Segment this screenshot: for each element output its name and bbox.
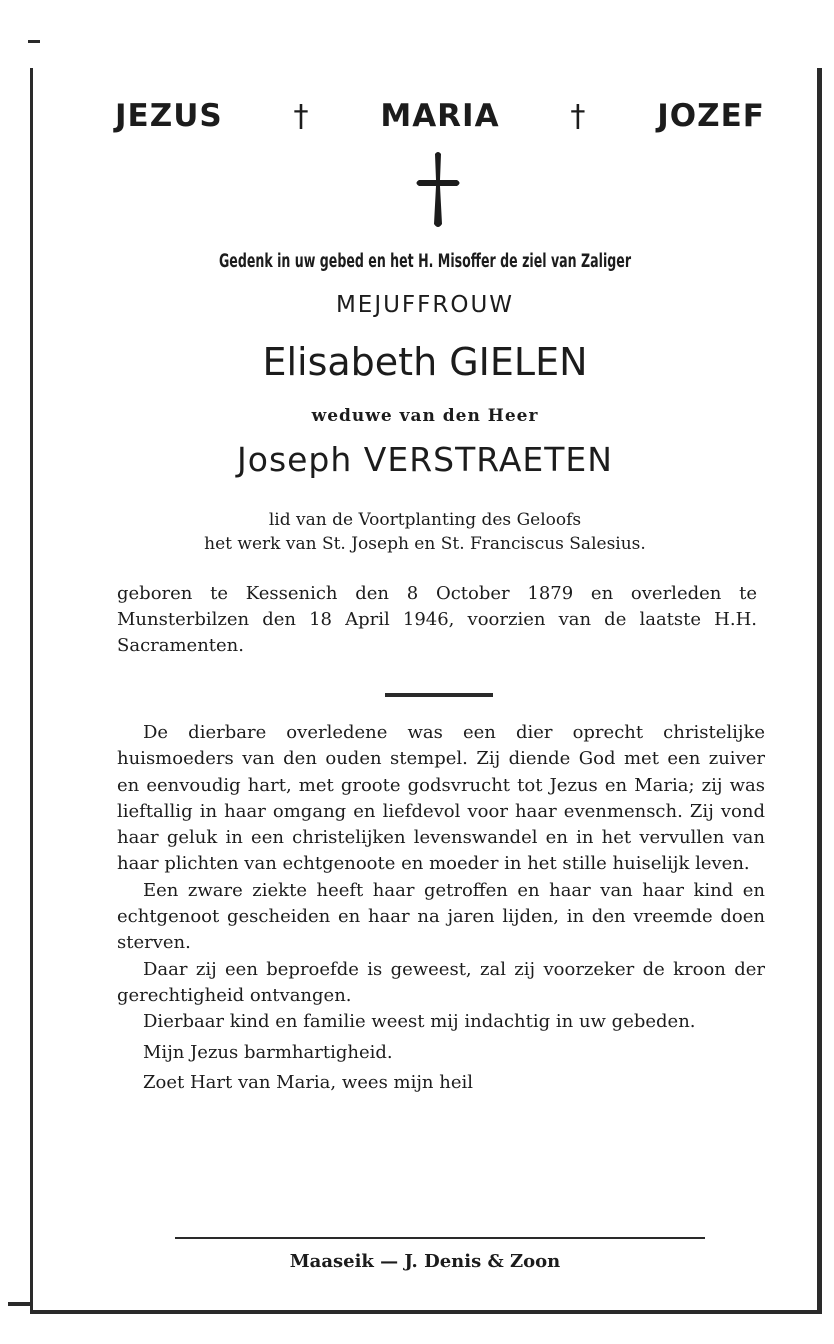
header-jezus: JEZUS <box>115 98 223 134</box>
large-cross-icon <box>413 150 463 230</box>
eulogy-text <box>117 720 765 1096</box>
printer-credit: Maaseik — J. Denis & Zoon <box>289 1251 561 1272</box>
header-maria: MARIA <box>380 98 500 134</box>
deceased-name: Elisabeth GIELEN <box>262 340 588 384</box>
membership-line: lid van de Voortplanting des Geloofs <box>268 510 582 530</box>
divider <box>175 1237 705 1239</box>
intro-line: Gedenk in uw gebed en het H. Misoffer de ziel van Zaliger <box>218 251 632 273</box>
eulogy-paragraph: Dierbaar kind en familie weest mij indachtig in uw gebeden. <box>143 1011 696 1033</box>
memorial-card <box>30 68 822 1314</box>
eulogy-paragraph: Daar zij een beproefde is geweest, zal zij voorzeker de kroon der gerechtigheid ontvangen. <box>117 958 765 1006</box>
husband-name: Joseph VERSTRAETEN <box>237 440 613 479</box>
scan-mark-top <box>28 40 40 43</box>
prayer-line: Zoet Hart van Maria, wees mijn heil <box>143 1071 474 1093</box>
membership-line: het werk van St. Joseph en St. Franciscus Salesius. <box>204 534 646 554</box>
membership-block <box>73 508 777 556</box>
cross-icon: † <box>570 98 587 134</box>
widow-line: weduwe van den Heer <box>311 406 539 426</box>
cross-icon: † <box>293 98 310 134</box>
eulogy-paragraph: De dierbare overledene was een dier oprecht christelijke huismoeders van den ouden stempel. Zij diende God met een zuiver en eenvoudig hart, met groote godsvrucht tot Jezus en Maria; zij was lieftallig in haar omgang en liefdevol voor haar evenmensch. Zij vond haar geluk in een christelijken levenswandel en in het vervullen van haar plichten van echtgenoote en moeder in het stille huiselijk leven. <box>117 722 765 875</box>
biography: geboren te Kessenich den 8 October 1879 en overleden te Munsterbilzen den 18 April 1946, voorzien van de laatste H.H. Sacramenten. <box>117 583 757 656</box>
divider <box>385 693 493 697</box>
title-line: MEJUFFROUW <box>335 292 515 318</box>
header-jozef: JOZEF <box>657 98 765 134</box>
eulogy-paragraph: Een zware ziekte heeft haar getroffen en haar van haar kind en echtgenoot gescheiden en haar na jaren lijden, in den vreemde doen sterven. <box>117 879 765 954</box>
header-line <box>115 98 765 134</box>
prayer-line: Mijn Jezus barmhartigheid. <box>143 1041 393 1063</box>
scan-mark-left <box>8 1302 30 1306</box>
